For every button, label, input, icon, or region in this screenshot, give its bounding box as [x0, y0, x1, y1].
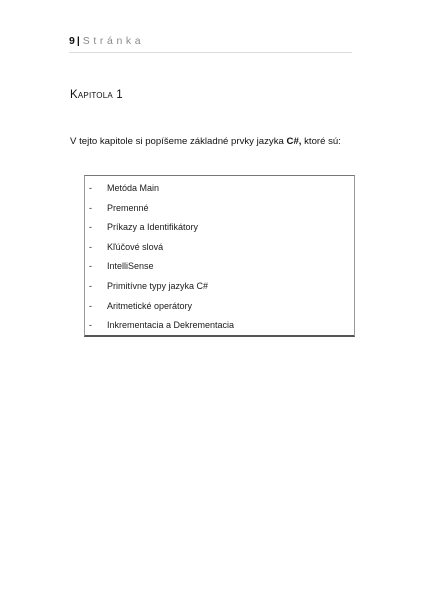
list-item-label: Metóda Main [107, 183, 160, 193]
header-rule [69, 52, 352, 53]
topics-box [84, 175, 355, 337]
list-bullet: - [89, 222, 92, 233]
list-bullet: - [89, 183, 92, 193]
intro-language: C#, [286, 136, 302, 147]
header-page-word: Stránka [82, 35, 145, 47]
list-item-label: Premenné [107, 202, 149, 213]
list-item-label: Inkrementacia a Dekrementacia [107, 320, 235, 331]
list-bullet: - [89, 300, 92, 311]
intro-text-after: ktoré sú: [301, 136, 341, 147]
list-bullet: - [89, 261, 92, 272]
list-bullet: - [89, 320, 92, 331]
list-bullet: - [89, 241, 92, 252]
intro-paragraph [70, 132, 370, 152]
list-item-label: IntelliSense [107, 261, 154, 272]
list-item-label: Aritmetické operátory [107, 300, 193, 311]
list-item-label: Primitívne typy jazyka C# [107, 280, 209, 291]
page-number: 9 [69, 35, 75, 47]
list-bullet: - [89, 280, 92, 291]
page-header [69, 35, 144, 47]
chapter-heading: Kapitola 1 [70, 89, 123, 101]
list-bullet: - [89, 202, 92, 213]
list-item-label: Príkazy a Identifikátory [107, 222, 199, 233]
list-item-label: Kľúčové slová [107, 241, 164, 252]
header-separator: | [76, 35, 80, 47]
intro-text-before: V tejto kapitole si popíšeme základné prvky jazyka [70, 136, 287, 147]
